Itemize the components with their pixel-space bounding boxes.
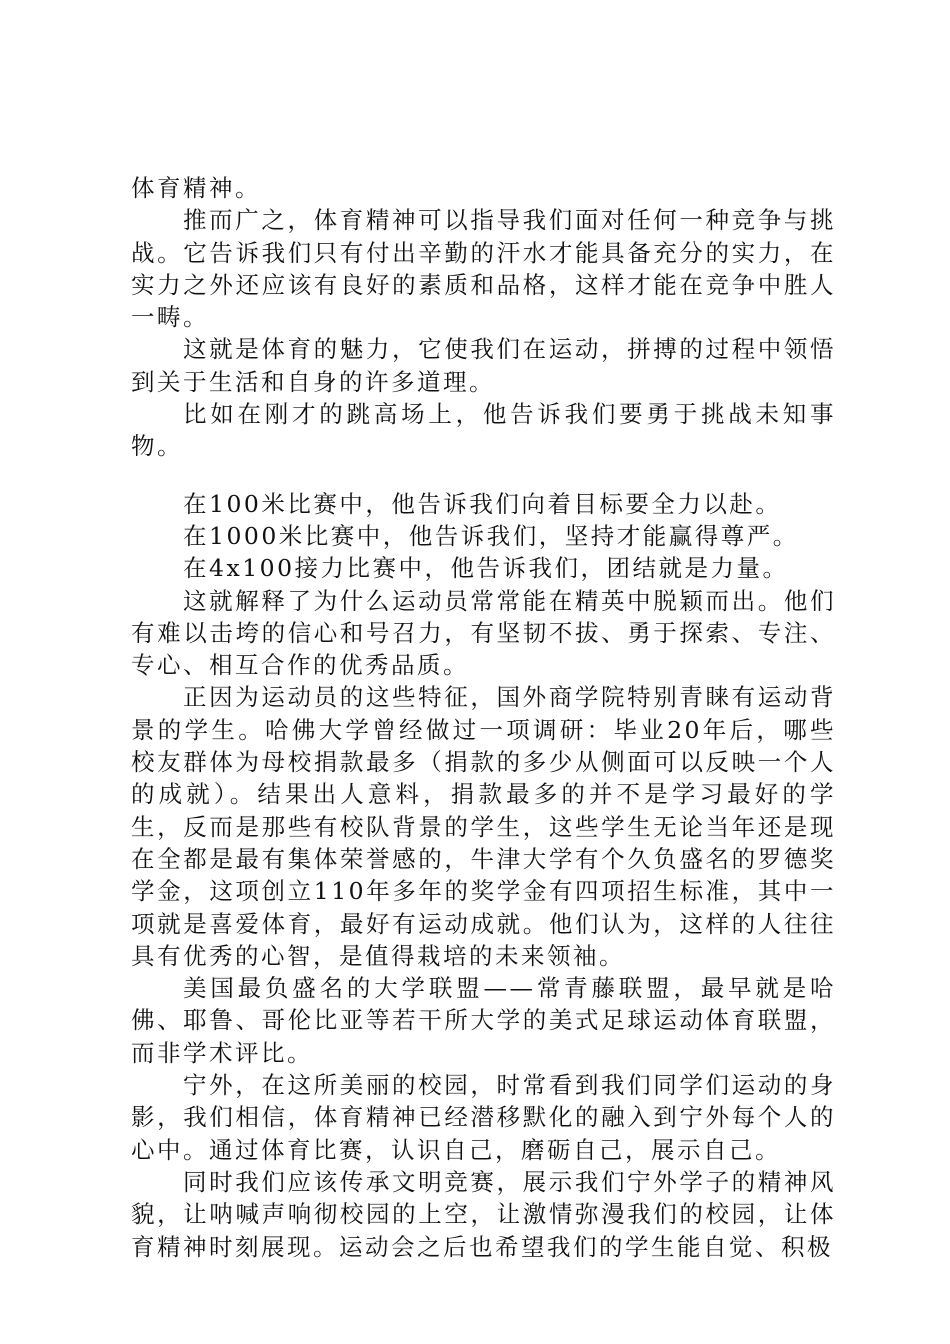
paragraph-4: 比如在刚才的跳高场上，他告诉我们要勇于挑战未知事物。 <box>131 400 836 461</box>
paragraph-11: 宁外，在这所美丽的校园，时常看到我们同学们运动的身影，我们相信，体育精神已经潜移默化的融入到宁外每个人的心中。通过体育比赛，认识自己，磨砺自己，展示自己。 <box>131 1071 836 1164</box>
paragraph-10: 美国最负盛名的大学联盟——常青藤联盟，最早就是哈佛、耶鲁、哥伦比亚等若干所大学的美式足球运动体育联盟，而非学术评比。 <box>131 974 836 1067</box>
paragraph-1: 体育精神。 <box>131 174 261 202</box>
paragraph-5: 在100米比赛中，他告诉我们向着目标要全力以赴。 <box>183 489 782 518</box>
paragraph-8: 这就解释了为什么运动员常常能在精英中脱颖而出。他们有难以击垮的信心和号召力，有坚韧不拔、勇于探索、专注、专心、相互合作的优秀品质。 <box>131 586 836 680</box>
paragraph-3: 这就是体育的魅力，它使我们在运动，拼搏的过程中领悟到关于生活和自身的许多道理。 <box>131 335 836 396</box>
paragraph-9: 正因为运动员的这些特征，国外商学院特别青睐有运动背景的学生。哈佛大学曾经做过一项调研：毕业20年后，哪些校友群体为母校捐款最多（捐款的多少从侧面可以反映一个人的成就）。结果出人意料，捐款最多的并不是学习最好的学生，反而是那些有校队背景的学生，这些学生无论当年还是现在全都是最有集体荣誉感的，牛津大学有个久负盛名的罗德奖学金，这项创立110年多年的奖学金有四项招生标准，其中一项就是喜爱体育，最好有运动成就。他们认为，这样的人往往具有优秀的心智，是值得栽培的未来领袖。 <box>131 683 836 970</box>
paragraph-2: 推而广之，体育精神可以指导我们面对任何一种竞争与挑战。它告诉我们只有付出辛勤的汗水才能具备充分的实力，在实力之外还应该有良好的素质和品格，这样才能在竞争中胜人一畴。 <box>131 206 836 332</box>
paragraph-6: 在1000米比赛中，他告诉我们，坚持才能赢得尊严。 <box>183 521 799 550</box>
body-text <box>131 172 836 1263</box>
paragraph-12: 同时我们应该传承文明竞赛，展示我们宁外学子的精神风貌，让呐喊声响彻校园的上空，让激情弥漫我们的校园，让体育精神时刻展现。运动会之后也希望我们的学生能自觉、积极 <box>131 1167 836 1261</box>
paragraph-7: 在4x100接力比赛中，他告诉我们，团结就是力量。 <box>183 554 789 583</box>
